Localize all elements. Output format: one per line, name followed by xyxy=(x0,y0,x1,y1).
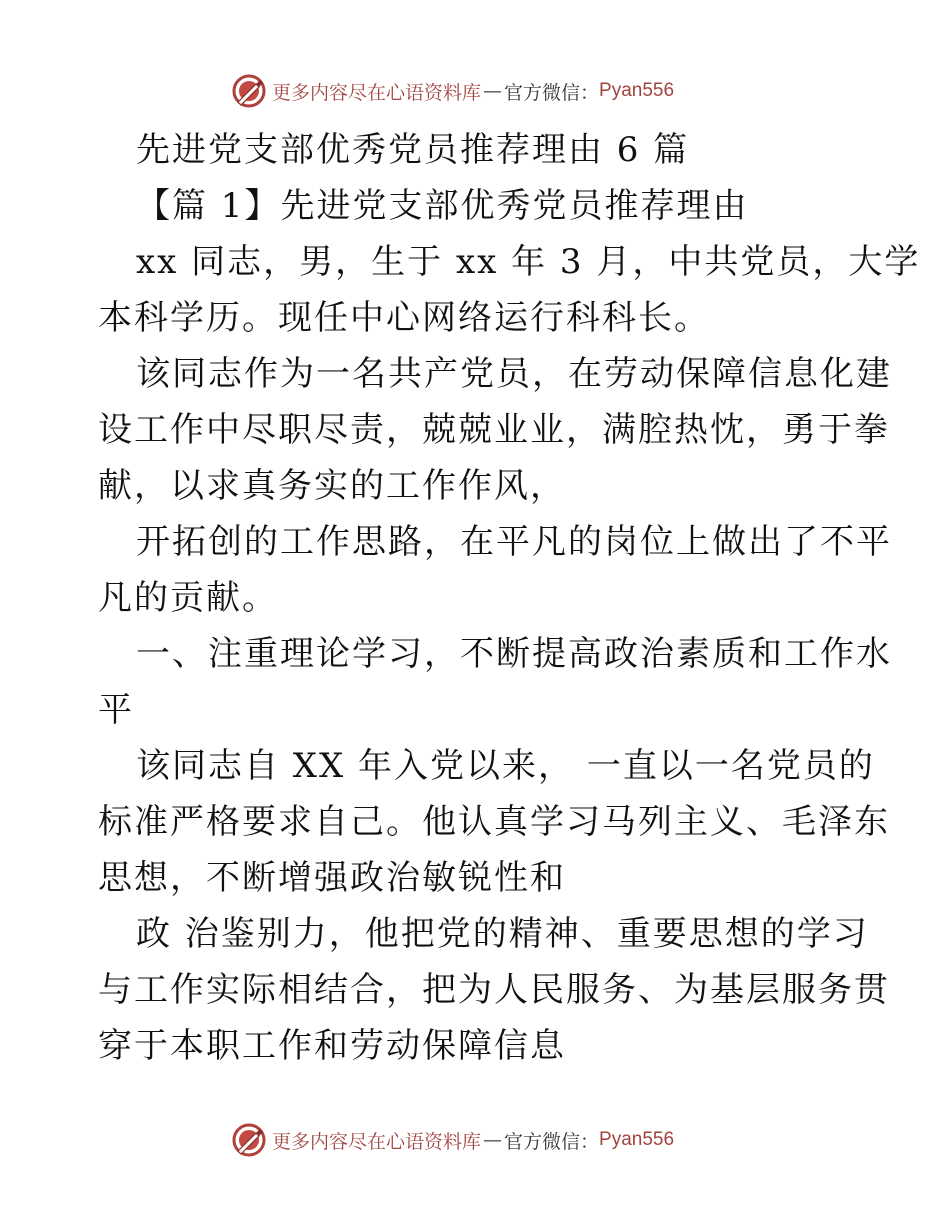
watermark-wechat-id: Pyan556 xyxy=(599,1129,675,1150)
text-line: 凡的贡献。 xyxy=(98,578,278,618)
watermark-text: 更多内容尽在心语资料库 xyxy=(272,1130,482,1153)
text-line: 思想，不断增强政治敏锐性和 xyxy=(98,858,566,898)
watermark-separator: — xyxy=(483,80,503,102)
text-line: 标准严格要求自己。他认真学习马列主义、毛泽东 xyxy=(98,802,890,842)
text-line: 穿于本职工作和劳动保障信息 xyxy=(98,1026,566,1066)
text-line: 开拓创的工作思路，在平凡的岗位上做出了不平 xyxy=(136,522,892,562)
watermark-label: 官方微信： xyxy=(504,1130,600,1153)
watermark-separator: — xyxy=(483,1129,503,1151)
watermark-text: 更多内容尽在心语资料库 xyxy=(272,81,482,104)
document-title: 先进党支部优秀党员推荐理由 6 篇 xyxy=(136,130,690,170)
text-line: 【篇 1】先进党支部优秀党员推荐理由 xyxy=(136,186,749,226)
watermark-header xyxy=(232,74,674,108)
text-line: 政 治鉴别力，他把党的精神、重要思想的学习 xyxy=(136,914,869,954)
text-line: 献，以求真务实的工作作风， xyxy=(98,466,566,506)
text-line: 该同志自 XX 年入党以来， 一直以一名党员的 xyxy=(136,746,875,786)
watermark-label: 官方微信： xyxy=(504,81,600,104)
text-line: 本科学历。现任中心网络运行科科长。 xyxy=(98,298,710,338)
watermark-footer xyxy=(232,1123,674,1157)
watermark-wechat-id: Pyan556 xyxy=(599,80,675,101)
text-line: 该同志作为一名共产党员，在劳动保障信息化建 xyxy=(136,354,892,394)
text-line: 与工作实际相结合，把为人民服务、为基层服务贯 xyxy=(98,970,890,1010)
text-line: 设工作中尽职尽责，兢兢业业，满腔热忱，勇于拳 xyxy=(98,410,890,450)
pen-logo-icon xyxy=(232,1123,266,1157)
document-paragraphs xyxy=(98,178,921,1074)
text-line: xx 同志，男，生于 xx 年 3 月，中共党员，大学 xyxy=(136,242,921,282)
text-line: 平 xyxy=(98,690,134,730)
document-body xyxy=(98,122,921,1074)
pen-logo-icon xyxy=(232,74,266,108)
text-line: 一、注重理论学习，不断提高政治素质和工作水 xyxy=(136,634,892,674)
